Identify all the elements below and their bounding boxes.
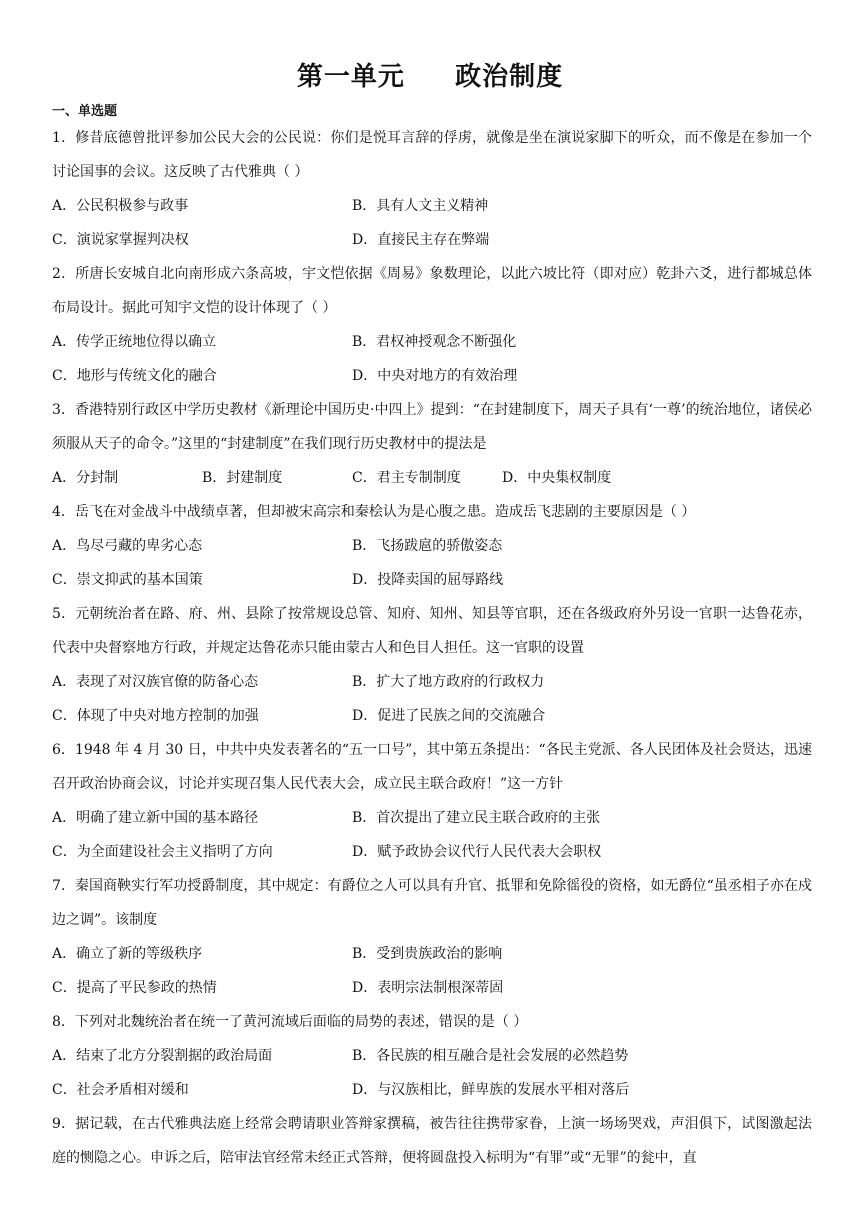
option-d: D．赋予政协会议代行人民代表大会职权 [352, 844, 602, 860]
option-a: A．结束了北方分裂割据的政治局面 [52, 1048, 273, 1064]
question-6 [52, 733, 812, 869]
question-stem: 9．据记载，在古代雅典法庭上经常会聘请职业答辩家撰稿，被告往往携带家眷，上演一场场哭戏，声泪俱下，试图激起法庭的恻隐之心。申诉之后，陪审法官经常未经正式答辩，便将圆盘投入标明为“有罪”或“无罪”的瓮中，直 [52, 1116, 812, 1166]
option-c: C．崇文抑武的基本国策 [52, 572, 203, 588]
option-grid [52, 665, 812, 733]
page-title: 第一单元 政治制度 [296, 62, 564, 92]
option-a: A．传学正统地位得以确立 [52, 334, 217, 350]
option-a: A．明确了建立新中国的基本路径 [52, 810, 259, 826]
option-d: D．中央对地方的有效治理 [352, 368, 518, 384]
option-grid [52, 1039, 812, 1107]
option-grid [52, 325, 812, 393]
question-5 [52, 597, 812, 733]
option-c: C．体现了中央对地方控制的加强 [52, 708, 259, 724]
question-stem: 6．1948 年 4 月 30 日，中共中央发表著名的“五一口号”，其中第五条提出：“各民主党派、各人民团体及社会贤达，迅速召开政治协商会议，讨论并实现召集人民代表大会，成立民主联合政府！”这一方针 [52, 742, 812, 792]
option-c: C．提高了平民参政的热情 [52, 980, 217, 996]
option-grid [52, 937, 812, 1005]
option-c: C．为全面建设社会主义指明了方向 [52, 844, 273, 860]
option-c: C．演说家掌握判决权 [52, 232, 189, 248]
question-8 [52, 1005, 812, 1107]
question-2 [52, 257, 812, 393]
question-stem: 1．修昔底德曾批评参加公民大会的公民说：你们是悦耳言辞的俘虏，就像是坐在演说家脚下的听众，而不像是在参加一个讨论国事的会议。这反映了古代雅典（ ） [52, 130, 812, 180]
option-c: C．地形与传统文化的融合 [52, 368, 217, 384]
question-stem: 4．岳飞在对金战斗中战绩卓著，但却被宋高宗和秦桧认为是心腹之患。造成岳飞悲剧的主要原因是（ ） [52, 504, 696, 520]
question-list [52, 121, 812, 1175]
option-c: C．社会矛盾相对缓和 [52, 1082, 189, 1098]
option-d: D．表明宗法制根深蒂固 [352, 980, 504, 996]
question-9 [52, 1107, 812, 1175]
option-grid [52, 189, 812, 257]
option-d: D．促进了民族之间的交流融合 [352, 708, 546, 724]
option-d: D．投降卖国的屈辱路线 [352, 572, 504, 588]
option-row [52, 461, 812, 495]
question-stem: 2．所唐长安城自北向南形成六条高坡，宇文恺依据《周易》象数理论，以此六坡比符（即对应）乾卦六爻，进行都城总体布局设计。据此可知宇文恺的设计体现了（ ） [52, 266, 812, 316]
option-a: A．公民积极参与政事 [52, 198, 189, 214]
question-stem: 3．香港特别行政区中学历史教材《新理论中国历史·中四上》提到：“在封建制度下，周天子具有‘一尊’的统治地位，诸侯必须服从天子的命令。”这里的“封建制度”在我们现行历史教材中的提法是 [52, 402, 812, 452]
option-d: D．与汉族相比，鲜卑族的发展水平相对落后 [352, 1082, 630, 1098]
question-stem: 5．元朝统治者在路、府、州、县除了按常规设总管、知府、知州、知县等官职，还在各级政府外另设一官职一达鲁花赤，代表中央督察地方行政，并规定达鲁花赤只能由蒙古人和色目人担任。这一官职的设置 [52, 606, 812, 656]
option-a: A．鸟尽弓藏的卑劣心态 [52, 538, 203, 554]
option-b: B．各民族的相互融合是社会发展的必然趋势 [352, 1048, 629, 1064]
question-stem: 7．秦国商鞅实行军功授爵制度，其中规定：有爵位之人可以具有升官、抵罪和免除徭役的资格，如无爵位“虽丞相子亦在戍边之调”。该制度 [52, 878, 812, 928]
option-b: B．首次提出了建立民主联合政府的主张 [352, 810, 601, 826]
question-3 [52, 393, 812, 495]
question-7 [52, 869, 812, 1005]
question-1 [52, 121, 812, 257]
option-c: C．君主专制制度 [352, 470, 461, 486]
question-stem: 8．下列对北魏统治者在统一了黄河流域后面临的局势的表述，错误的是（ ） [52, 1014, 528, 1030]
option-b: B．受到贵族政治的影响 [352, 946, 503, 962]
option-a: A．表现了对汉族官僚的防备心态 [52, 674, 259, 690]
option-a: A．确立了新的等级秩序 [52, 946, 203, 962]
option-grid [52, 529, 812, 597]
option-a: A．分封制 [52, 470, 119, 486]
option-b: B．君权神授观念不断强化 [352, 334, 517, 350]
option-b: B．扩大了地方政府的行政权力 [352, 674, 545, 690]
section-heading: 一、单选题 [52, 104, 118, 119]
option-d: D．中央集权制度 [502, 470, 612, 486]
option-b: B．飞扬跋扈的骄傲姿态 [352, 538, 503, 554]
option-b: B．具有人文主义精神 [352, 198, 489, 214]
option-grid [52, 801, 812, 869]
option-d: D．直接民主存在弊端 [352, 232, 490, 248]
option-b: B．封建制度 [202, 470, 283, 486]
question-4 [52, 495, 812, 597]
